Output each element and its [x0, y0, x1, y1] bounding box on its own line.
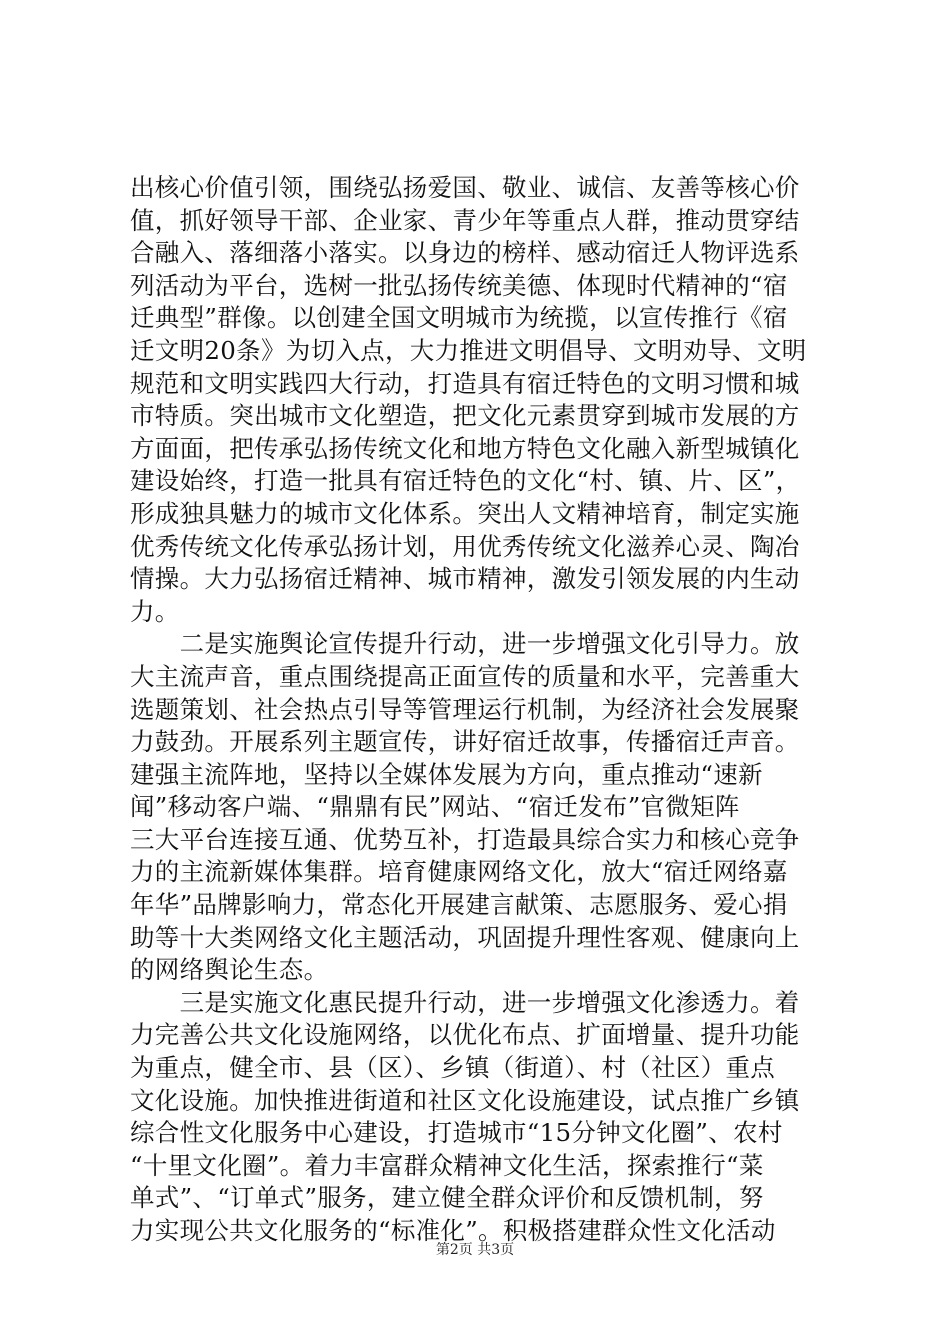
text-line: 二是实施舆论宣传提升行动，进一步增强文化引导力。放: [130, 629, 800, 659]
text-line: 年华”品牌影响力，常态化开展建言献策、志愿服务、爱心捐: [130, 890, 788, 920]
text-line: 单式”、“订单式”服务，建立健全群众评价和反馈机制，努: [130, 1183, 764, 1213]
text-line: 合融入、落细落小落实。以身边的榜样、感动宿迁人物评选系: [130, 238, 800, 268]
text-line: 列活动为平台，选树一批弘扬传统美德、体现时代精神的“宿: [130, 270, 788, 300]
text-line: 力完善公共文化设施网络，以优化布点、扩面增量、提升功能: [130, 1020, 800, 1050]
text-line: “十里文化圈”。着力丰富群众精神文化生活，探索推行“菜: [130, 1150, 764, 1180]
text-line: 闻”移动客户端、“鼎鼎有民”网站、“宿迁发布”官微矩阵: [130, 792, 740, 822]
text-line: 值，抓好领导干部、企业家、青少年等重点人群，推动贯穿结: [130, 205, 800, 235]
text-line: 大主流声音，重点围绕提高正面宣传的质量和水平，完善重大: [130, 661, 800, 691]
text-line: 市特质。突出城市文化塑造，把文化元素贯穿到城市发展的方: [130, 401, 800, 431]
text-line: 迁典型”群像。以创建全国文明城市为统揽，以宣传推行《宿: [130, 303, 788, 333]
text-line: 方面面，把传承弘扬传统文化和地方特色文化融入新型城镇化: [130, 433, 800, 463]
text-line: 形成独具魅力的城市文化体系。突出人文精神培育，制定实施: [130, 498, 800, 528]
text-line: 建强主流阵地，坚持以全媒体发展为方向，重点推动“速新: [130, 759, 763, 789]
text-line: 三是实施文化惠民提升行动，进一步增强文化渗透力。着: [130, 987, 800, 1017]
text-line: 文化设施。加快推进街道和社区文化设施建设，试点推广乡镇: [130, 1085, 800, 1115]
text-line: 助等十大类网络文化主题活动，巩固提升理性客观、健康向上: [130, 922, 800, 952]
text-line: 三大平台连接互通、优势互补，打造最具综合实力和核心竞争: [130, 824, 800, 854]
text-line: 出核心价值引领，围绕弘扬爱国、敬业、诚信、友善等核心价: [130, 173, 800, 202]
body-text: [130, 172, 830, 1248]
text-line: 建设始终，打造一批具有宿迁特色的文化“村、镇、片、区”，: [130, 466, 801, 496]
text-line: 力实现公共文化服务的“标准化”。积极搭建群众性文化活动: [130, 1216, 776, 1245]
text-line: 力。: [130, 596, 180, 626]
text-line: 综合性文化服务中心建设，打造城市“15分钟文化圈”、农村: [130, 1118, 783, 1148]
text-line: 规范和文明实践四大行动，打造具有宿迁特色的文明习惯和城: [130, 368, 800, 398]
text-line: 力的主流新媒体集群。培育健康网络文化，放大“宿迁网络嘉: [130, 857, 788, 887]
text-line: 力鼓劲。开展系列主题宣传，讲好宿迁故事，传播宿迁声音。: [130, 727, 800, 757]
text-line: 迁文明20条》为切入点，大力推进文明倡导、文明劝导、文明: [130, 335, 807, 365]
text-line: 优秀传统文化传承弘扬计划，用优秀传统文化滋养心灵、陶冶: [130, 531, 800, 561]
text-line: 选题策划、社会热点引导等管理运行机制，为经济社会发展聚: [130, 694, 800, 724]
page-footer: 第2页 共3页: [435, 1242, 515, 1258]
text-line: 情操。大力弘扬宿迁精神、城市精神，激发引领发展的内生动: [130, 564, 800, 594]
text-line: 为重点，健全市、县（区）、乡镇（街道）、村（社区）重点: [130, 1053, 776, 1083]
text-line: 的网络舆论生态。: [130, 955, 329, 985]
